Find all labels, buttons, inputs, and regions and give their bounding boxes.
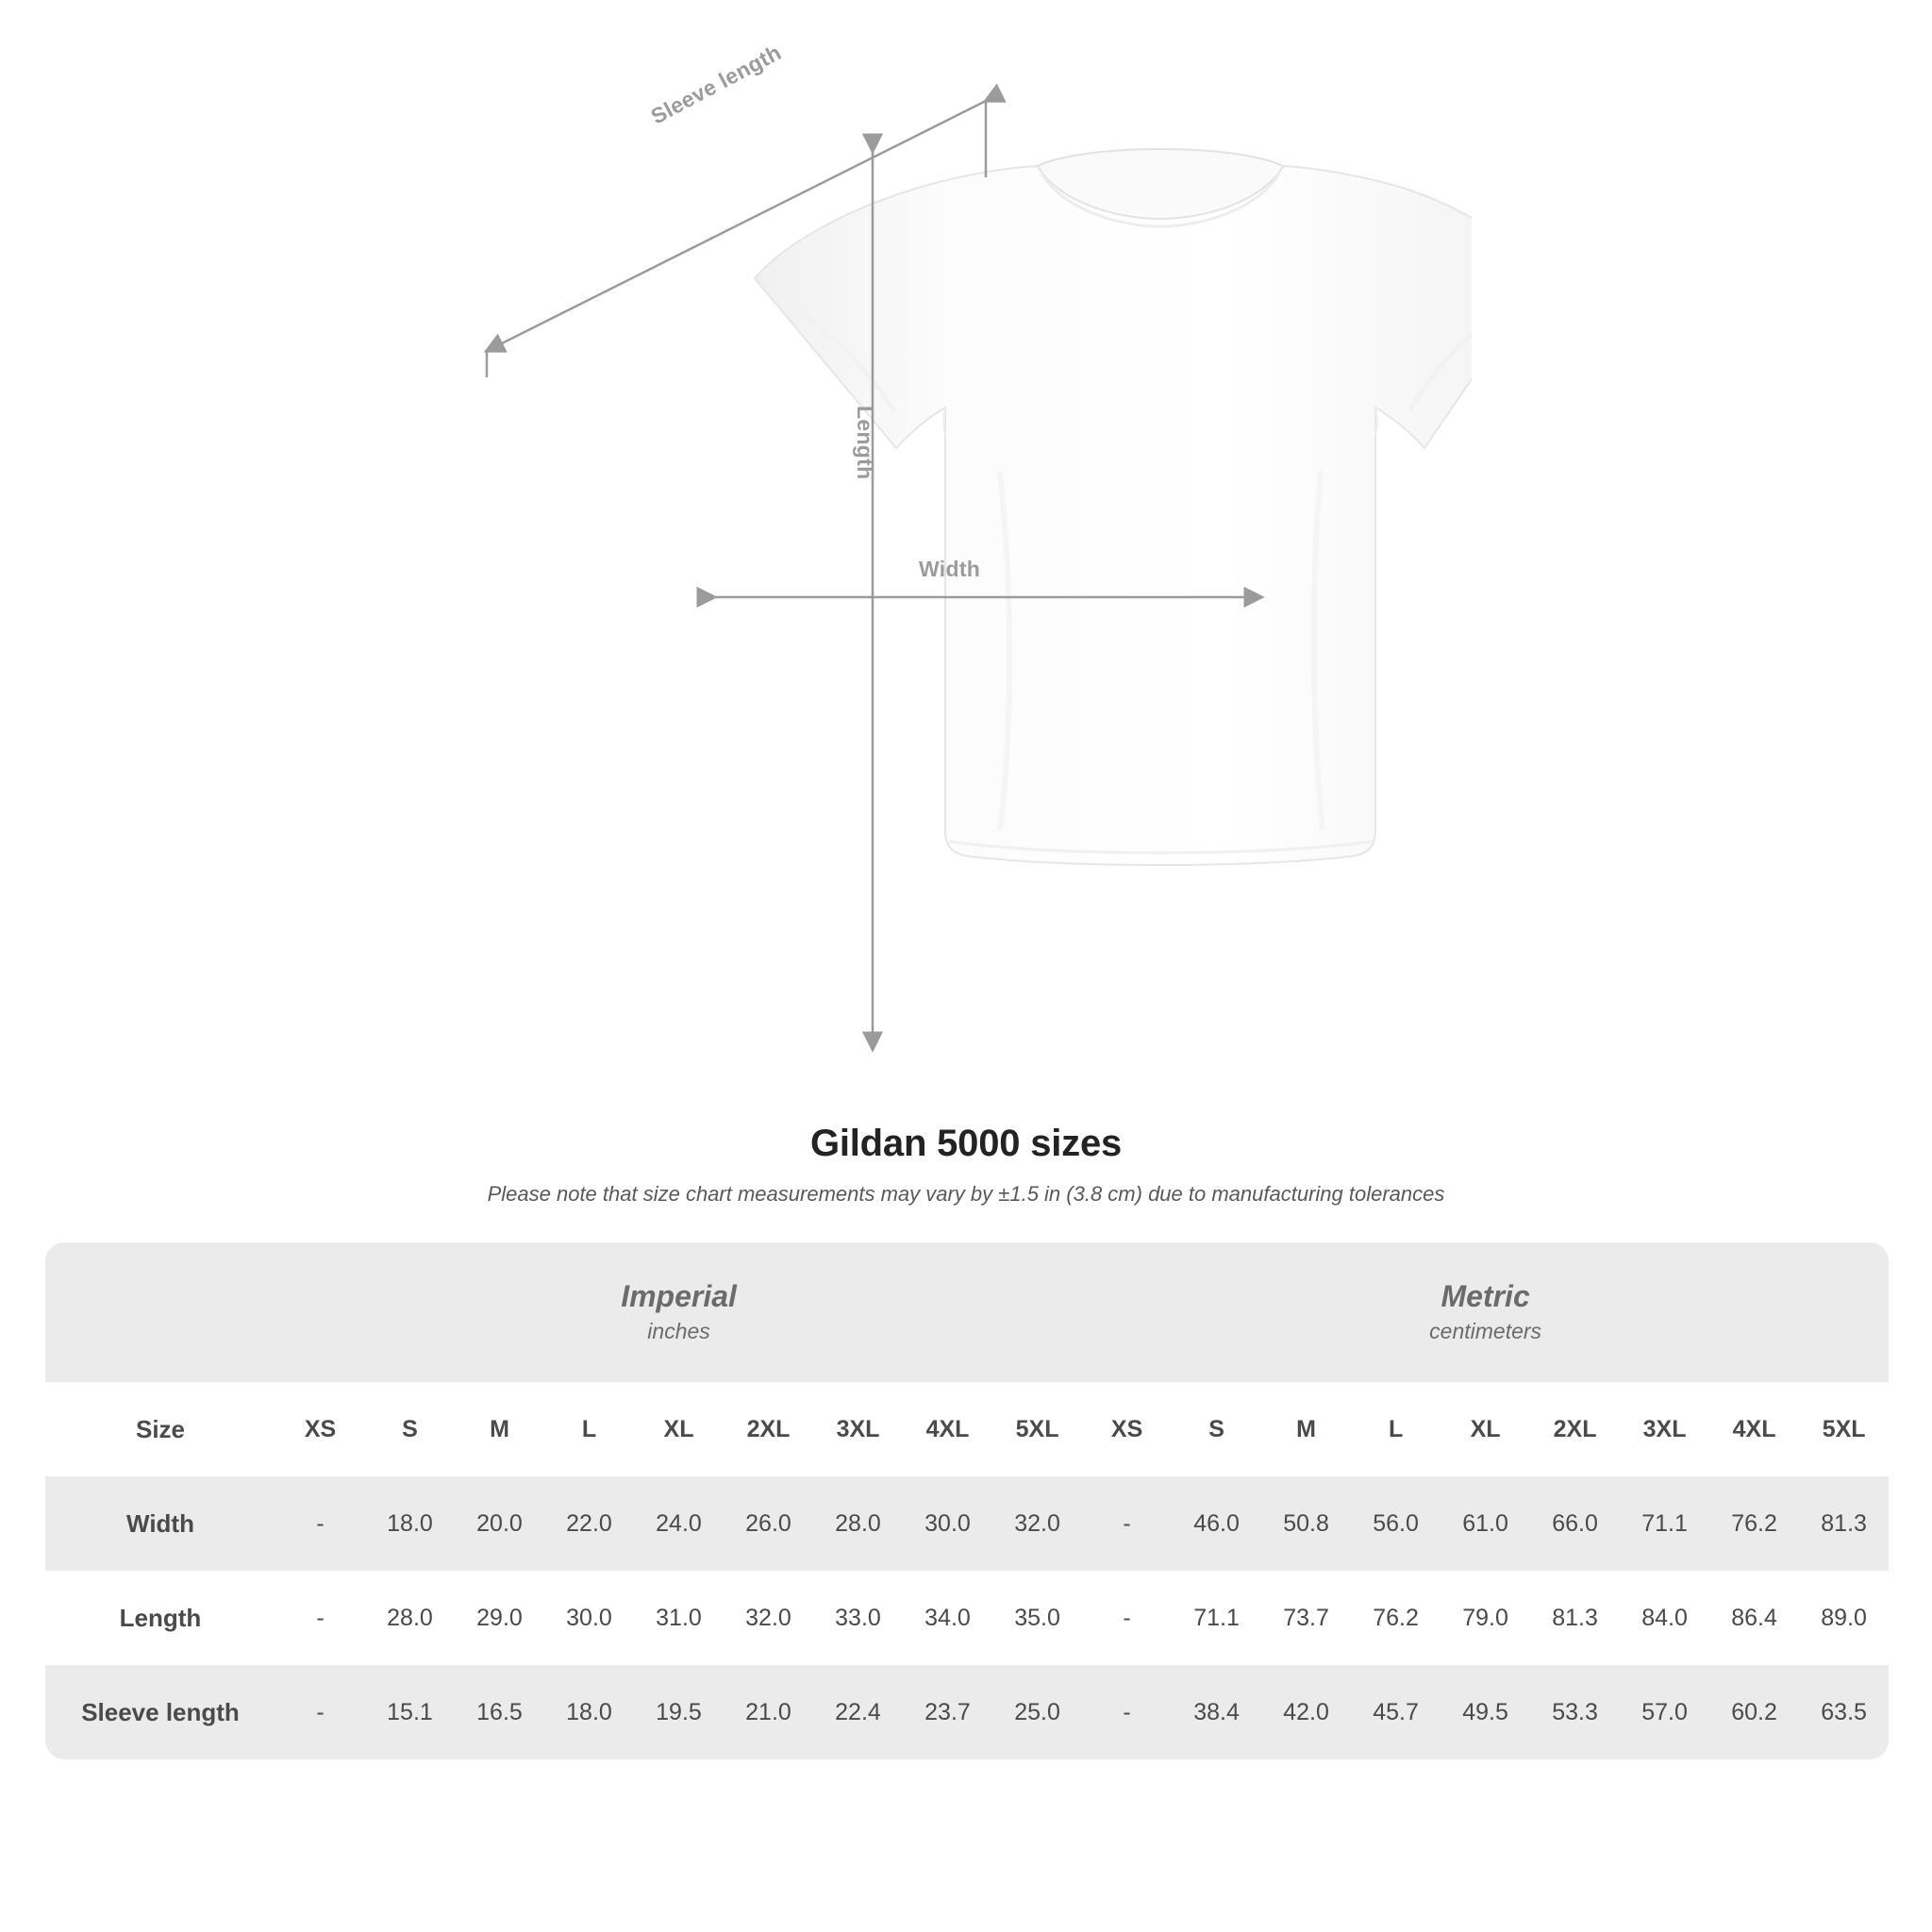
cell-sleeve-metric-l: 45.7: [1351, 1665, 1441, 1759]
size-header-imperial-xs: XS: [275, 1382, 365, 1476]
cell-length-imperial-3xl: 33.0: [813, 1571, 903, 1665]
cell-sleeve-metric-3xl: 57.0: [1620, 1665, 1709, 1759]
cell-length-imperial-l: 30.0: [544, 1571, 634, 1665]
cell-length-imperial-xl: 31.0: [634, 1571, 724, 1665]
row-label-sleeve-length: Sleeve length: [45, 1665, 275, 1759]
size-table-container: [45, 1242, 1887, 1759]
cell-sleeve-imperial-3xl: 22.4: [813, 1665, 903, 1759]
cell-width-imperial-2xl: 26.0: [724, 1476, 813, 1571]
cell-length-metric-2xl: 81.3: [1530, 1571, 1620, 1665]
table-row: [45, 1476, 1889, 1571]
cell-width-metric-l: 56.0: [1351, 1476, 1441, 1571]
cell-width-metric-s: 46.0: [1172, 1476, 1261, 1571]
unit-header-spacer: [45, 1242, 275, 1382]
size-header-imperial-xl: XL: [634, 1382, 724, 1476]
cell-width-imperial-4xl: 30.0: [903, 1476, 992, 1571]
table-row: [45, 1665, 1889, 1759]
cell-sleeve-imperial-xs: -: [275, 1665, 365, 1759]
cell-sleeve-metric-m: 42.0: [1261, 1665, 1351, 1759]
cell-width-imperial-xs: -: [275, 1476, 365, 1571]
cell-length-metric-xs: -: [1082, 1571, 1172, 1665]
unit-title-metric: Metric: [1441, 1278, 1530, 1313]
cell-width-imperial-s: 18.0: [365, 1476, 455, 1571]
cell-sleeve-imperial-2xl: 21.0: [724, 1665, 813, 1759]
cell-sleeve-imperial-5xl: 25.0: [992, 1665, 1082, 1759]
unit-subtitle-metric: centimeters: [1429, 1318, 1542, 1343]
cell-width-metric-4xl: 76.2: [1709, 1476, 1799, 1571]
cell-length-imperial-2xl: 32.0: [724, 1571, 813, 1665]
unit-header-imperial: [275, 1242, 1082, 1382]
chart-heading: [0, 1123, 1932, 1207]
cell-length-metric-4xl: 86.4: [1709, 1571, 1799, 1665]
unit-title-imperial: Imperial: [621, 1278, 737, 1313]
cell-sleeve-metric-2xl: 53.3: [1530, 1665, 1620, 1759]
page-title: Gildan 5000 sizes: [809, 1123, 1123, 1164]
cell-length-imperial-s: 28.0: [365, 1571, 455, 1665]
cell-sleeve-imperial-xl: 19.5: [634, 1665, 724, 1759]
size-header-metric-5xl: 5XL: [1799, 1382, 1889, 1476]
cell-width-metric-2xl: 66.0: [1530, 1476, 1620, 1571]
cell-sleeve-imperial-m: 16.5: [455, 1665, 544, 1759]
cell-width-imperial-5xl: 32.0: [992, 1476, 1082, 1571]
size-header-imperial-5xl: 5XL: [992, 1382, 1082, 1476]
size-header-imperial-m: M: [455, 1382, 544, 1476]
size-header-imperial-4xl: 4XL: [903, 1382, 992, 1476]
cell-width-metric-m: 50.8: [1261, 1476, 1351, 1571]
label-sleeve-length: Sleeve length: [646, 40, 786, 129]
label-length: Length: [853, 406, 877, 480]
size-header-imperial-l: L: [544, 1382, 634, 1476]
cell-length-metric-m: 73.7: [1261, 1571, 1351, 1665]
cell-sleeve-metric-4xl: 60.2: [1709, 1665, 1799, 1759]
cell-length-metric-s: 71.1: [1172, 1571, 1261, 1665]
cell-length-imperial-5xl: 35.0: [992, 1571, 1082, 1665]
cell-length-imperial-xs: -: [275, 1571, 365, 1665]
size-header-metric-2xl: 2XL: [1530, 1382, 1620, 1476]
cell-sleeve-metric-xs: -: [1082, 1665, 1172, 1759]
cell-length-metric-5xl: 89.0: [1799, 1571, 1889, 1665]
size-header-metric-xl: XL: [1441, 1382, 1530, 1476]
label-width: Width: [919, 557, 981, 581]
size-header-imperial-s: S: [365, 1382, 455, 1476]
size-table: [45, 1242, 1889, 1759]
cell-width-imperial-l: 22.0: [544, 1476, 634, 1571]
unit-header-row: [45, 1242, 1889, 1382]
size-header-metric-l: L: [1351, 1382, 1441, 1476]
cell-width-metric-xl: 61.0: [1441, 1476, 1530, 1571]
size-header-metric-m: M: [1261, 1382, 1351, 1476]
row-label-length: Length: [45, 1571, 275, 1665]
size-header-metric-s: S: [1172, 1382, 1261, 1476]
cell-sleeve-metric-5xl: 63.5: [1799, 1665, 1889, 1759]
cell-length-metric-3xl: 84.0: [1620, 1571, 1709, 1665]
cell-sleeve-imperial-4xl: 23.7: [903, 1665, 992, 1759]
size-header-metric-3xl: 3XL: [1620, 1382, 1709, 1476]
row-label-width: Width: [45, 1476, 275, 1571]
cell-length-imperial-m: 29.0: [455, 1571, 544, 1665]
cell-sleeve-imperial-s: 15.1: [365, 1665, 455, 1759]
cell-length-metric-l: 76.2: [1351, 1571, 1441, 1665]
table-row: [45, 1571, 1889, 1665]
cell-width-imperial-3xl: 28.0: [813, 1476, 903, 1571]
size-header-row: [45, 1382, 1889, 1476]
size-header-imperial-2xl: 2XL: [724, 1382, 813, 1476]
unit-subtitle-imperial: inches: [647, 1318, 710, 1343]
cell-sleeve-imperial-l: 18.0: [544, 1665, 634, 1759]
cell-width-metric-xs: -: [1082, 1476, 1172, 1571]
cell-length-metric-xl: 79.0: [1441, 1571, 1530, 1665]
size-header-metric-xs: XS: [1082, 1382, 1172, 1476]
cell-width-imperial-m: 20.0: [455, 1476, 544, 1571]
cell-length-imperial-4xl: 34.0: [903, 1571, 992, 1665]
size-header-label: Size: [45, 1382, 275, 1476]
cell-width-metric-5xl: 81.3: [1799, 1476, 1889, 1571]
size-header-metric-4xl: 4XL: [1709, 1382, 1799, 1476]
tolerance-note: Please note that size chart measurements may vary by ±1.5 in (3.8 cm) due to manufacturing tolerances: [487, 1182, 1445, 1206]
unit-header-metric: [1082, 1242, 1889, 1382]
cell-sleeve-metric-s: 38.4: [1172, 1665, 1261, 1759]
size-header-imperial-3xl: 3XL: [813, 1382, 903, 1476]
cell-sleeve-metric-xl: 49.5: [1441, 1665, 1530, 1759]
cell-width-imperial-xl: 24.0: [634, 1476, 724, 1571]
cell-width-metric-3xl: 71.1: [1620, 1476, 1709, 1571]
